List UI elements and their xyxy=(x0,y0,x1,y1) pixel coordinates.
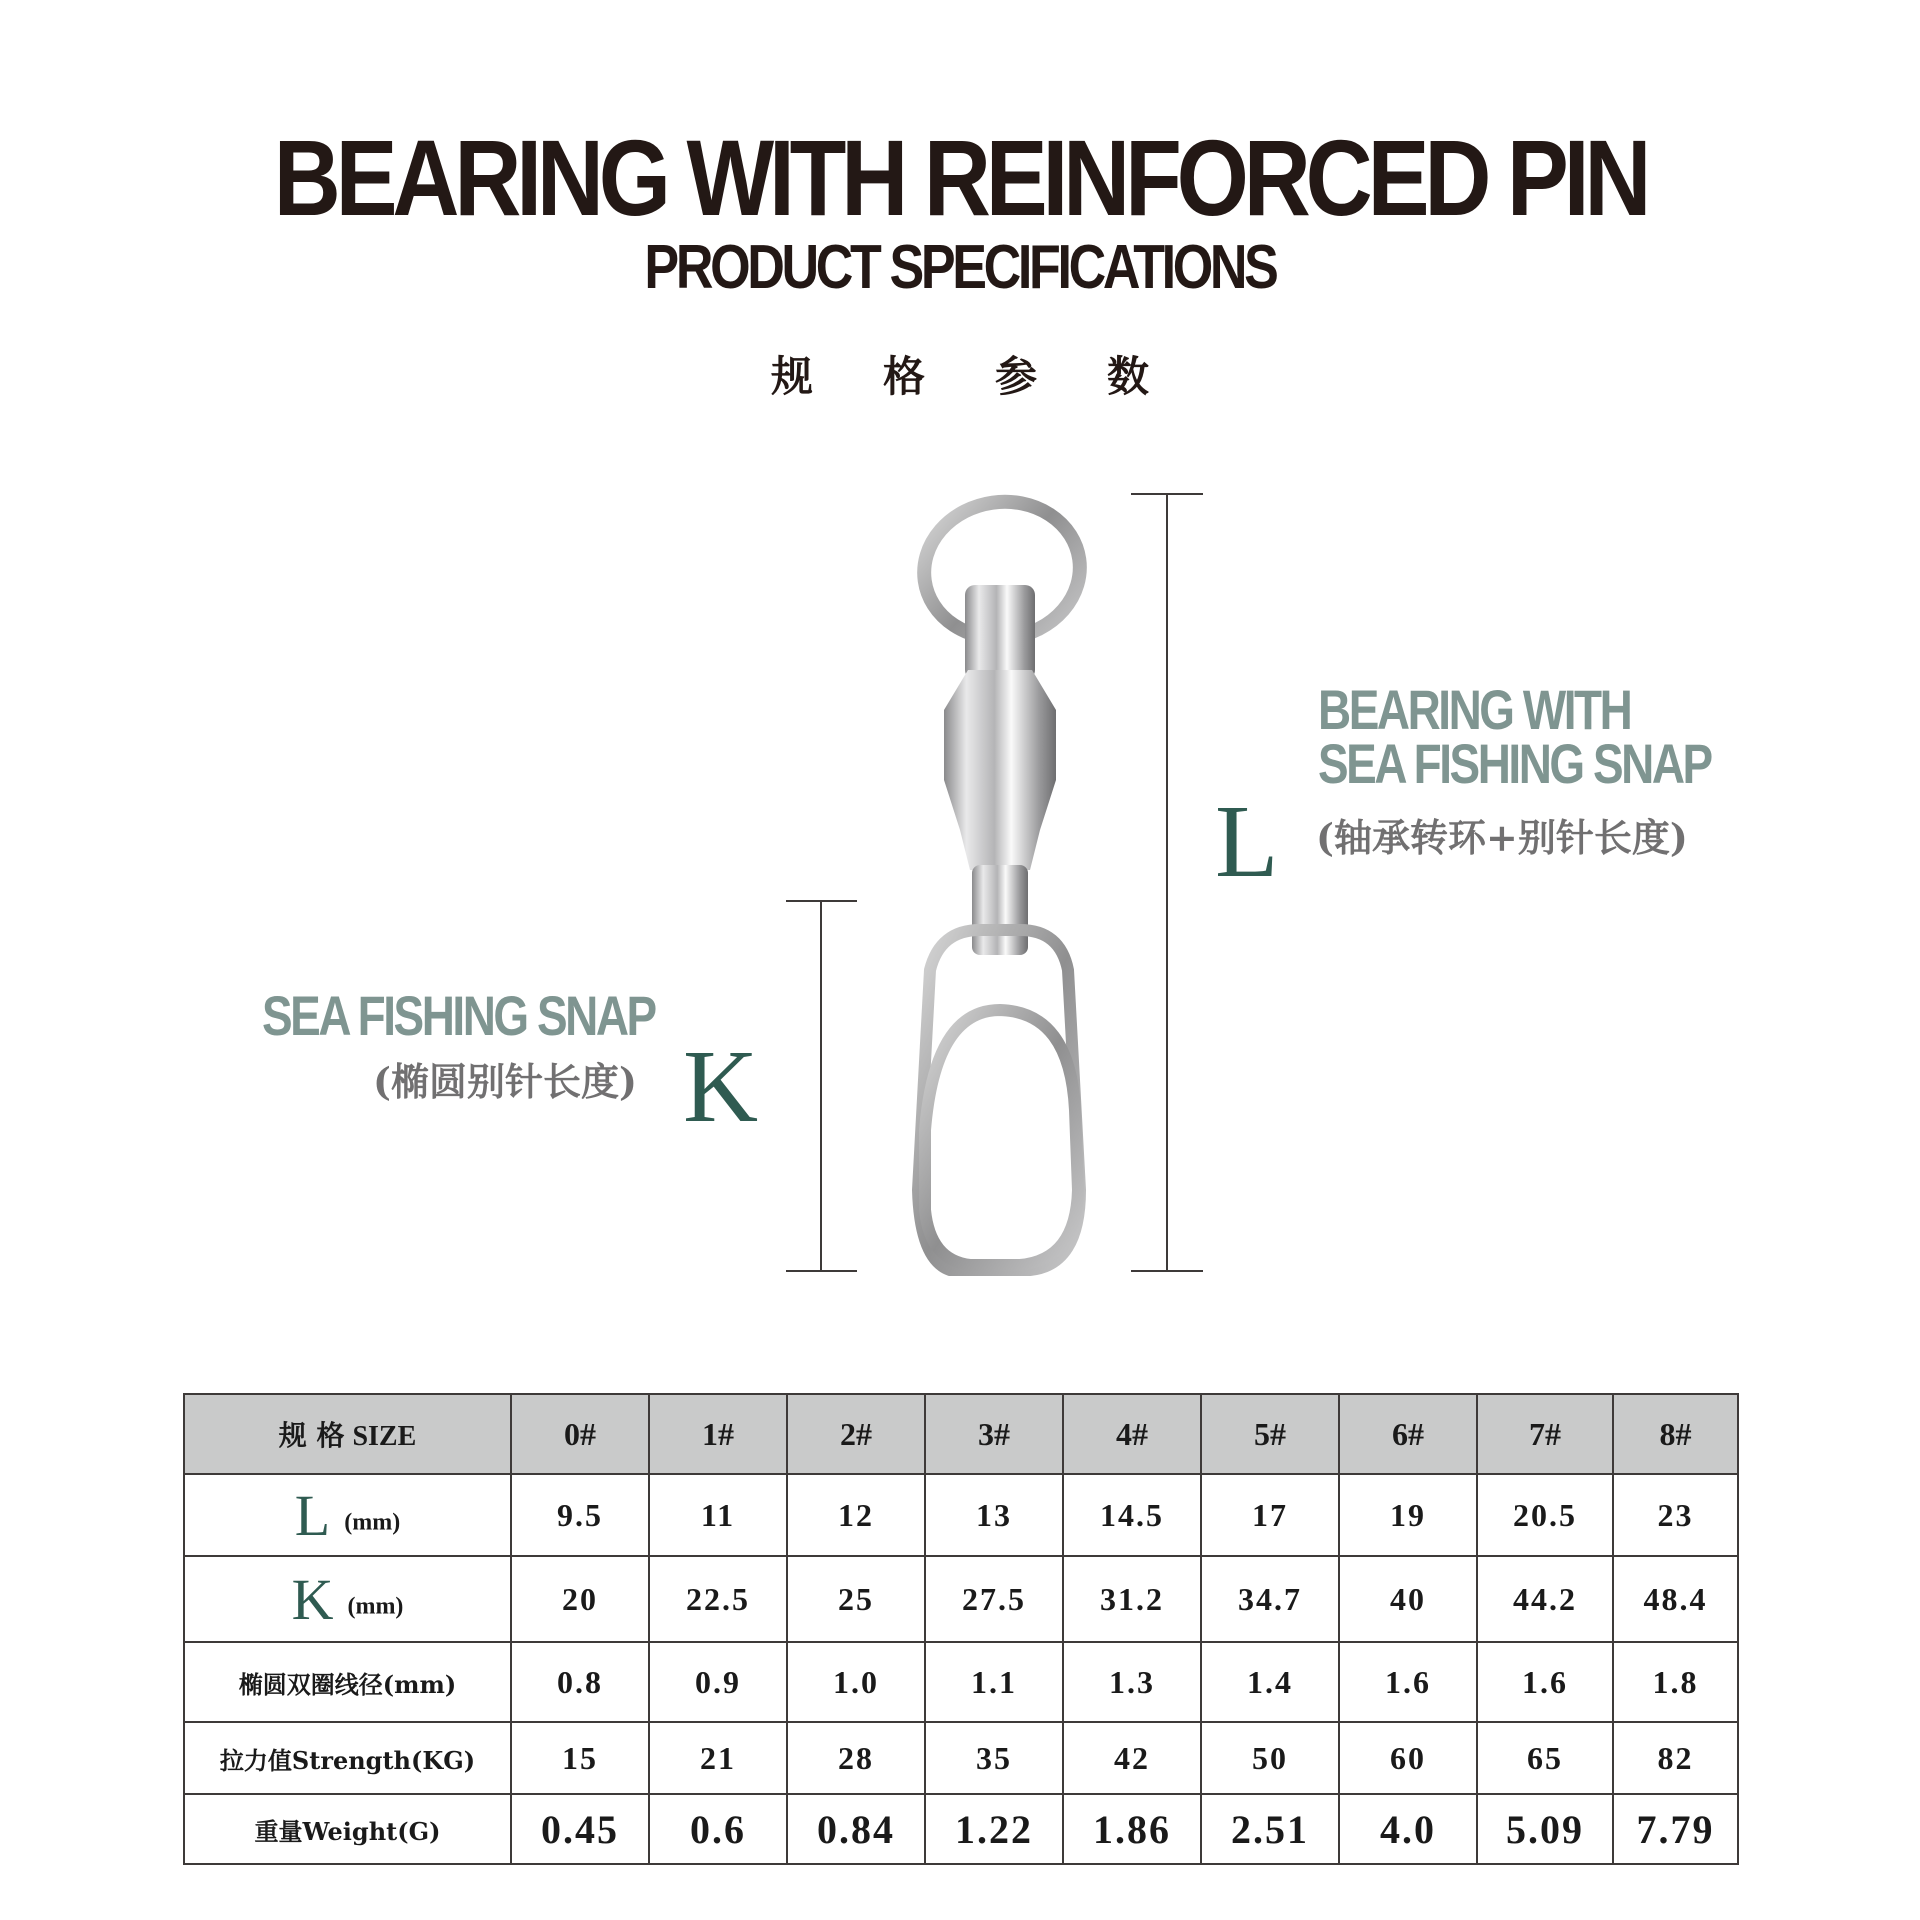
table-cell: 1.0 xyxy=(787,1642,925,1722)
table-cell: 14.5 xyxy=(1063,1474,1201,1556)
k-label-chinese: (椭圆别针长度) xyxy=(373,1059,637,1104)
l-label-line2: SEA FISHING SNAP xyxy=(1318,732,1711,795)
swivel-product-image xyxy=(880,490,1120,1280)
table-cell: 1.86 xyxy=(1063,1794,1201,1864)
page-title: BEARING WITH REINFORCED PIN xyxy=(273,117,1647,238)
table-cell: 17 xyxy=(1201,1474,1339,1556)
row-letter-k: K xyxy=(291,1566,334,1632)
table-cell: 0.8 xyxy=(511,1642,649,1722)
page-subtitle: PRODUCT SPECIFICATIONS xyxy=(644,233,1276,302)
size-header-en: SIZE xyxy=(352,1421,417,1452)
table-cell: 22.5 xyxy=(649,1556,787,1642)
size-col-3: 3# xyxy=(925,1394,1063,1474)
table-cell: 0.9 xyxy=(649,1642,787,1722)
l-dimension-line xyxy=(1166,493,1168,1271)
table-row-weight xyxy=(184,1794,1738,1864)
row-label-l xyxy=(184,1474,511,1556)
k-letter: K xyxy=(683,1029,759,1144)
table-cell: 0.6 xyxy=(649,1794,787,1864)
size-col-5: 5# xyxy=(1201,1394,1339,1474)
k-dimension-line xyxy=(820,900,822,1271)
table-cell: 0.45 xyxy=(511,1794,649,1864)
table-cell: 25 xyxy=(787,1556,925,1642)
table-row-k xyxy=(184,1556,1738,1642)
table-cell: 2.51 xyxy=(1201,1794,1339,1864)
row-label-weight: 重量Weight(G) xyxy=(184,1794,511,1864)
table-cell: 1.1 xyxy=(925,1642,1063,1722)
l-dimension-bottom-tick xyxy=(1131,1270,1203,1272)
table-cell: 23 xyxy=(1613,1474,1738,1556)
size-col-7: 7# xyxy=(1477,1394,1613,1474)
l-label-chinese: (轴承转环+别针长度) xyxy=(1316,815,1688,860)
table-cell: 27.5 xyxy=(925,1556,1063,1642)
table-cell: 5.09 xyxy=(1477,1794,1613,1864)
l-label-line1: BEARING WITH xyxy=(1318,678,1631,741)
table-cell: 20 xyxy=(511,1556,649,1642)
size-col-6: 6# xyxy=(1339,1394,1477,1474)
row-label-k xyxy=(184,1556,511,1642)
table-cell: 40 xyxy=(1339,1556,1477,1642)
table-cell: 1.3 xyxy=(1063,1642,1201,1722)
table-cell: 50 xyxy=(1201,1722,1339,1794)
table-cell: 12 xyxy=(787,1474,925,1556)
table-cell: 35 xyxy=(925,1722,1063,1794)
row-unit-l: (mm) xyxy=(344,1508,401,1535)
table-cell: 1.4 xyxy=(1201,1642,1339,1722)
row-label-strength: 拉力值Strength(KG) xyxy=(184,1722,511,1794)
size-header-cn: 规 格 xyxy=(278,1419,345,1452)
table-cell: 7.79 xyxy=(1613,1794,1738,1864)
size-header-cell xyxy=(184,1394,511,1474)
table-cell: 1.6 xyxy=(1339,1642,1477,1722)
size-col-1: 1# xyxy=(649,1394,787,1474)
table-cell: 44.2 xyxy=(1477,1556,1613,1642)
table-row-strength xyxy=(184,1722,1738,1794)
table-cell: 34.7 xyxy=(1201,1556,1339,1642)
table-cell: 20.5 xyxy=(1477,1474,1613,1556)
table-cell: 1.22 xyxy=(925,1794,1063,1864)
table-cell: 21 xyxy=(649,1722,787,1794)
table-cell: 19 xyxy=(1339,1474,1477,1556)
table-cell: 60 xyxy=(1339,1722,1477,1794)
table-cell: 82 xyxy=(1613,1722,1738,1794)
table-cell: 31.2 xyxy=(1063,1556,1201,1642)
row-unit-k: (mm) xyxy=(347,1592,404,1619)
size-col-8: 8# xyxy=(1613,1394,1738,1474)
spec-table xyxy=(183,1393,1739,1865)
table-cell: 1.6 xyxy=(1477,1642,1613,1722)
table-cell: 0.84 xyxy=(787,1794,925,1864)
l-letter: L xyxy=(1215,784,1279,899)
row-label-wire-diameter: 椭圆双圈线径(mm) xyxy=(184,1642,511,1722)
table-header-row xyxy=(184,1394,1738,1474)
size-col-2: 2# xyxy=(787,1394,925,1474)
size-col-0: 0# xyxy=(511,1394,649,1474)
size-col-4: 4# xyxy=(1063,1394,1201,1474)
table-cell: 42 xyxy=(1063,1722,1201,1794)
chinese-title: 规格参数 xyxy=(770,352,1219,401)
table-row-l xyxy=(184,1474,1738,1556)
k-dimension-bottom-tick xyxy=(786,1270,857,1272)
k-label-english: SEA FISHING SNAP xyxy=(262,984,655,1047)
row-letter-l: L xyxy=(294,1482,331,1548)
table-cell: 15 xyxy=(511,1722,649,1794)
table-cell: 28 xyxy=(787,1722,925,1794)
table-cell: 48.4 xyxy=(1613,1556,1738,1642)
table-cell: 65 xyxy=(1477,1722,1613,1794)
table-cell: 4.0 xyxy=(1339,1794,1477,1864)
table-cell: 13 xyxy=(925,1474,1063,1556)
table-row-wire-diameter xyxy=(184,1642,1738,1722)
table-cell: 11 xyxy=(649,1474,787,1556)
table-cell: 9.5 xyxy=(511,1474,649,1556)
table-cell: 1.8 xyxy=(1613,1642,1738,1722)
